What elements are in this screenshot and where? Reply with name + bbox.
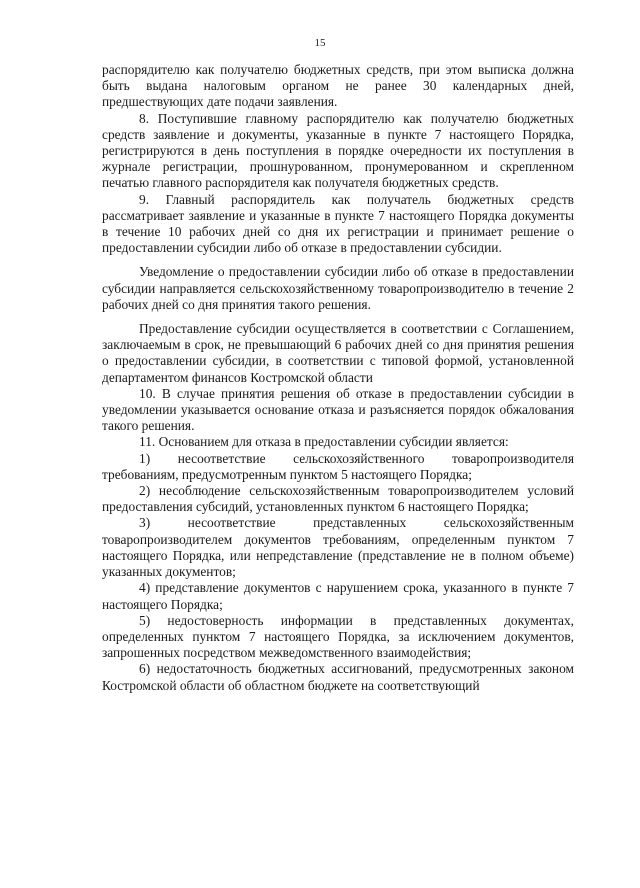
list-item-1: 1) несоответствие сельскохозяйственного товаропроизводителя требованиям, предусмотренным пунктом 5 настоящего Порядка;	[102, 450, 574, 482]
list-item-3: 3) несоответствие представленных сельскохозяйственным товаропроизводителем документов требованиям, определенным пунктом 7 настоящего Порядка, или непредставление (представление не в полном объеме) указанных документов;	[102, 515, 574, 580]
paragraph-clause-8: 8. Поступившие главному распорядителю как получателю бюджетных средств заявление и документы, указанные в пункте 7 настоящего Порядка, регистрируются в день поступления в порядке очередности их поступления в журнале регистрации, прошнурованном, пронумерованном и скрепленном печатью главного распорядителя как получателя бюджетных средств.	[102, 110, 574, 191]
paragraph-notification: Уведомление о предоставлении субсидии либо об отказе в предоставлении субсидии направляется сельскохозяйственному товаропроизводителю в течение 2 рабочих дней со дня принятия такого решения.	[102, 264, 574, 312]
list-item-4: 4) представление документов с нарушением срока, указанного в пункте 7 настоящего Порядка;	[102, 580, 574, 612]
paragraph-agreement: Предоставление субсидии осуществляется в соответствии с Соглашением, заключаемым в срок, не превышающий 6 рабочих дней со дня принятия решения о предоставлении субсидии, в соответствии с типовой формой, установленной департаментом финансов Костромской области	[102, 321, 574, 385]
paragraph-continuation: распорядителю как получателю бюджетных средств, при этом выписка должна быть выдана налоговым органом не ранее 30 календарных дней, предшествующих дате подачи заявления.	[102, 62, 574, 110]
paragraph-clause-11: 11. Основанием для отказа в предоставлении субсидии является:	[139, 434, 509, 450]
document-body	[102, 62, 574, 694]
list-item-2: 2) несоблюдение сельскохозяйственным товаропроизводителем условий предоставления субсидий, установленных пунктом 6 настоящего Порядка;	[102, 483, 574, 515]
page-number: 15	[314, 37, 326, 49]
list-item-6: 6) недостаточность бюджетных ассигнований, предусмотренных законом Костромской области об областном бюджете на соответствующий	[102, 661, 574, 693]
paragraph-clause-10: 10. В случае принятия решения об отказе в предоставлении субсидии в уведомлении указывается основание отказа и разъясняется порядок обжалования такого решения.	[102, 385, 574, 434]
paragraph-clause-9: 9. Главный распорядитель как получатель бюджетных средств рассматривает заявление и указанные в пункте 7 настоящего Порядка документы в течение 10 рабочих дней со дня их регистрации и принимает решение о предоставлении субсидии либо об отказе в предоставлении субсидии.	[102, 191, 574, 256]
list-item-5: 5) недостоверность информации в представленных документах, определенных пунктом 7 настоящего Порядка, за исключением документов, запрошенных посредством межведомственного взаимодействия;	[102, 612, 574, 661]
